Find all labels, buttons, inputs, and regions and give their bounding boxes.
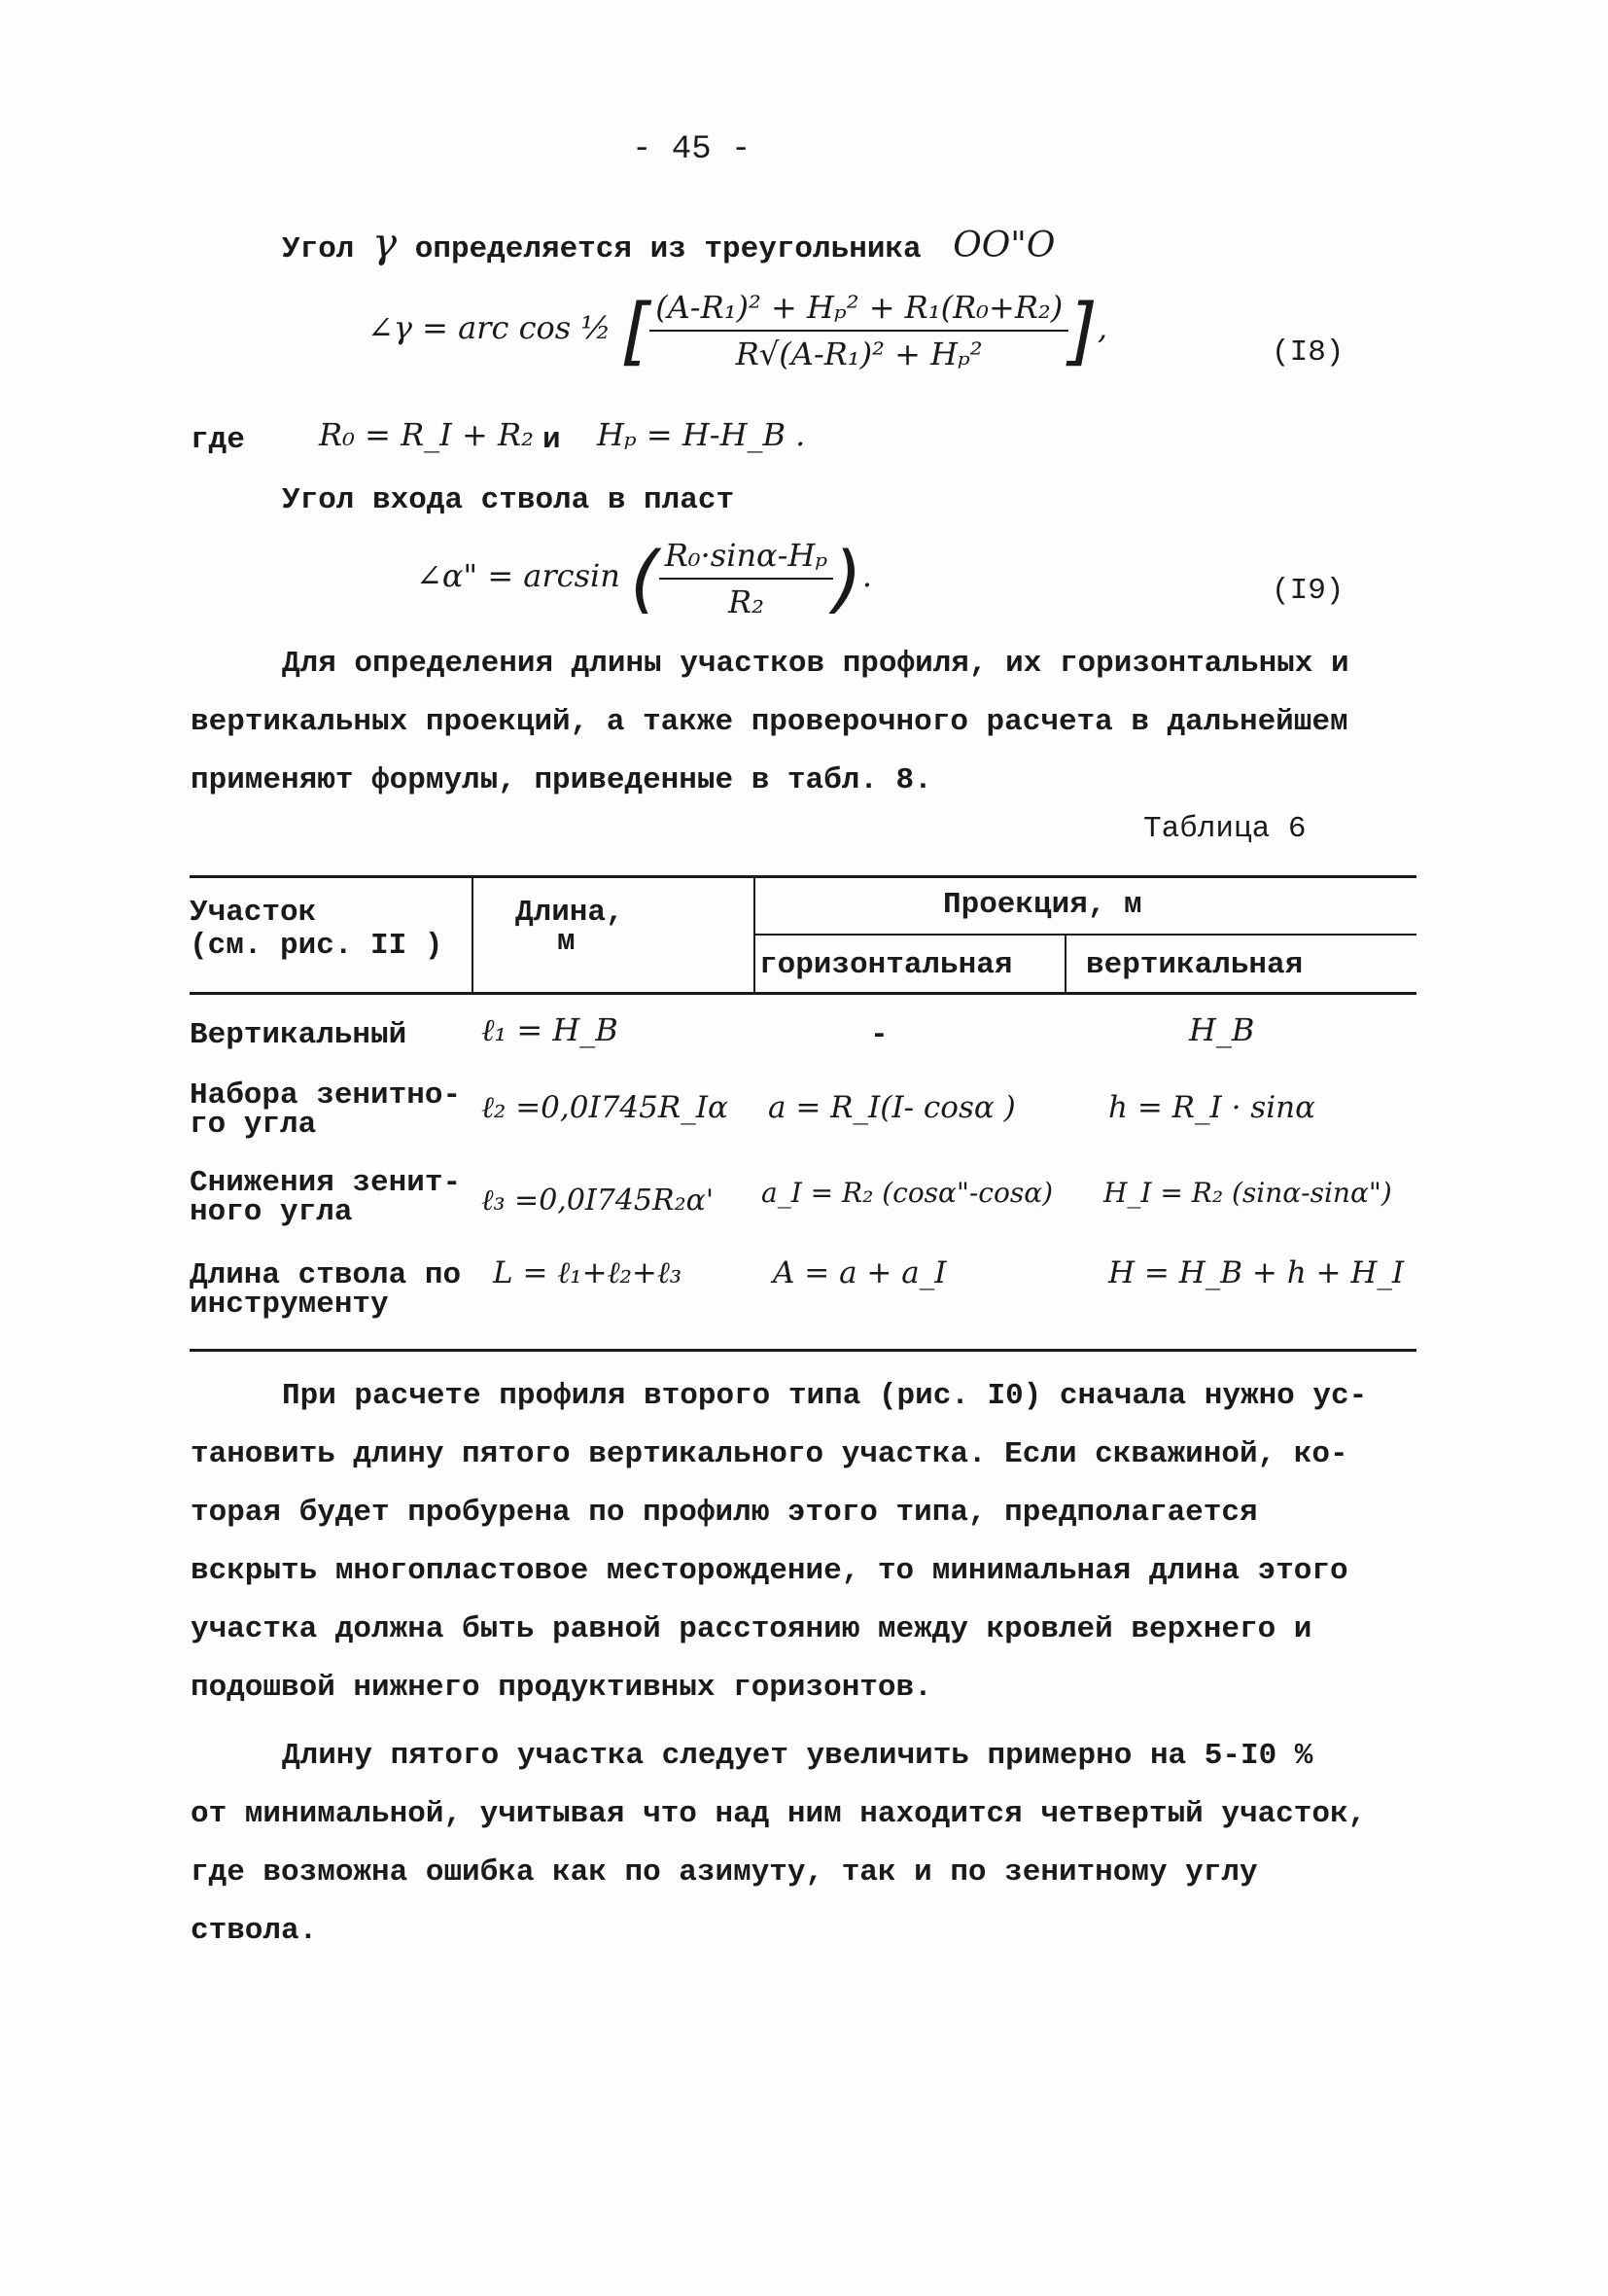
entry-angle-text: Угол входа ствола в пласт (282, 483, 735, 517)
paragraph-3-line-1: Длину пятого участка следует увеличить примерно на 5-I0 % (282, 1739, 1313, 1773)
row-2-length: ℓ₂ =0,0I745R_Iα (481, 1090, 728, 1125)
paragraph-3-line-4: ствола. (191, 1914, 318, 1948)
header-horizontal: горизонтальная (759, 948, 1013, 982)
paragraph-2-line-4: вскрыть многопластовое месторождение, то минимальная длина этого (191, 1554, 1348, 1588)
row-1-horizontal: - (870, 1018, 889, 1052)
def-r0: R₀ = R_I + R₂ (319, 416, 534, 453)
table-label: Таблица 6 (1143, 812, 1307, 846)
formula-19-lhs: ∠α" = arcsin (416, 557, 620, 594)
paragraph-1-line-3: применяют формулы, приведенные в табл. 8. (191, 763, 932, 797)
gamma-symbol: γ (372, 219, 398, 266)
header-length-1: Длина, (515, 896, 624, 930)
formula-19-numerator: R₀·sinα-Hₚ (659, 537, 833, 580)
equation-number-19: (I9) (1272, 574, 1345, 608)
row-1-vertical: H_B (1189, 1011, 1255, 1048)
def-hp: Hₚ = H-H_B . (597, 416, 806, 453)
equation-number-18: (I8) (1272, 336, 1345, 370)
formula-18-denominator: R√(A-R₁)² + Hₚ² (735, 335, 983, 372)
triangle-label: OO"O (953, 226, 1056, 265)
angle-gamma-intro: Угол (282, 232, 355, 266)
row-1-name: Вертикальный (190, 1018, 407, 1052)
row-3-vertical: H_I = R₂ (sinα-sinα") (1103, 1177, 1392, 1209)
header-section-1: Участок (190, 896, 317, 930)
formula-18-fraction (649, 289, 1068, 372)
formula-19-tail: . (861, 557, 872, 594)
row-1-length: ℓ₁ = H_B (481, 1011, 618, 1048)
angle-gamma-sentence (282, 219, 1055, 266)
row-3-horizontal: a_I = R₂ (cosα"-cosα) (761, 1177, 1054, 1209)
row-3-length: ℓ₃ =0,0I745R₂α' (481, 1183, 715, 1218)
formula-18-numerator: (A-R₁)² + Hₚ² + R₁(R₀+R₂) (649, 289, 1068, 332)
page-number: - 45 - (632, 131, 752, 168)
paragraph-3-line-3: где возможна ошибка как по азимуту, так и по зенитному углу (191, 1855, 1258, 1890)
row-2-horizontal: a = R_I(I- cosα ) (768, 1090, 1016, 1125)
row-2-vertical: h = R_I · sinα (1108, 1090, 1316, 1125)
row-4-horizontal: A = a + a_I (773, 1255, 947, 1290)
row-4-length: L = ℓ₁+ℓ₂+ℓ₃ (493, 1255, 682, 1290)
angle-gamma-text: определяется из треугольника (414, 232, 922, 266)
where-label: где (191, 423, 245, 457)
paragraph-2-line-5: участка должна быть равной расстоянию между кровлей верхнего и (191, 1612, 1312, 1646)
formula-18: ∠γ = arc cos ½ [ $\frac{\text{(A-R₁)² + Hₚ² + R₁(R₀+R₂)}}{\text{R√(A-R₁)² + Hₚ²}}$ ], (367, 287, 1108, 373)
paragraph-2-line-6: подошвой нижнего продуктивных горизонтов. (191, 1671, 932, 1705)
paragraph-2-line-3: торая будет пробурена по профилю этого типа, предполагается (191, 1496, 1258, 1530)
header-section-2: (см. рис. II ) (190, 929, 443, 963)
formula-19-fraction (659, 537, 833, 620)
formula-18-tail: , (1097, 309, 1108, 346)
paragraph-1-line-2: вертикальных проекций, а также проверочного расчета в дальнейшем (191, 705, 1348, 739)
row-4-name-2: инструменту (190, 1288, 389, 1322)
formula-19: ∠α" = arcsin ( $\frac{\text{R₀·sinα-Hₚ}}{\text{R₂}}$ ). (416, 535, 872, 621)
paragraph-3-line-2: от минимальной, учитывая что над ним находится четвертый участок, (191, 1797, 1367, 1831)
formula-18-lhs: ∠γ = arc cos ½ (367, 309, 612, 346)
row-2-name-1: Набора зенитно- (190, 1078, 462, 1113)
row-3-name-2: ного угла (190, 1195, 353, 1229)
header-vertical: вертикальная (1086, 948, 1304, 982)
formula-19-denominator: R₂ (727, 583, 764, 620)
conjunction-and: и (542, 423, 561, 457)
header-projection: Проекция, м (943, 888, 1142, 922)
row-3-name-1: Снижения зенит- (190, 1166, 462, 1200)
row-2-name-2: го угла (190, 1108, 317, 1142)
row-4-vertical: H = H_B + h + H_I (1108, 1255, 1405, 1290)
row-4-name-1: Длина ствола по (190, 1258, 462, 1292)
paragraph-1-line-1: Для определения длины участков профиля, их горизонтальных и (282, 647, 1349, 681)
paragraph-2-line-1: При расчете профиля второго типа (рис. I0) сначала нужно ус- (282, 1379, 1368, 1413)
paragraph-2-line-2: тановить длину пятого вертикального участка. Если скважиной, ко- (191, 1437, 1348, 1471)
header-length-2: м (557, 925, 576, 959)
